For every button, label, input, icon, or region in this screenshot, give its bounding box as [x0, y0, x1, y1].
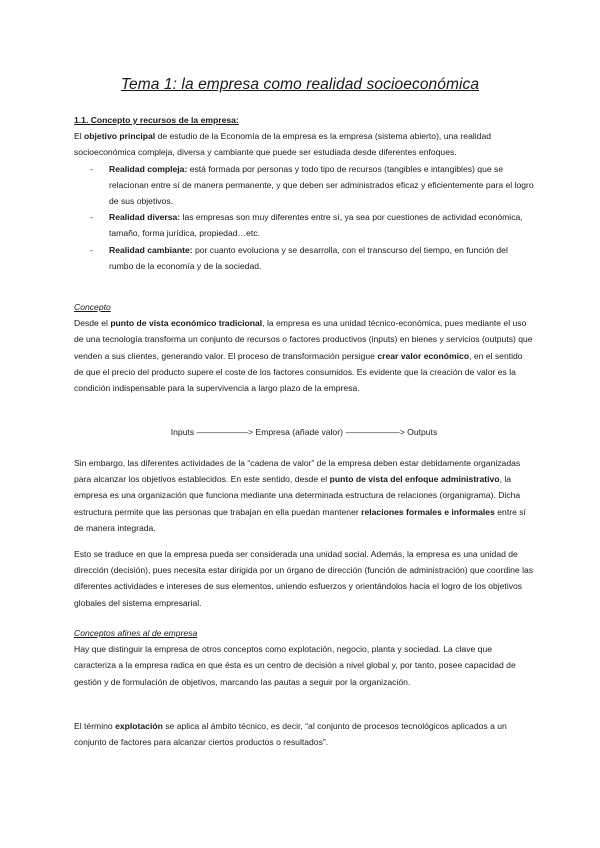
- value-flow-line: Inputs ——————> Empresa (añade valor) -——————> Outputs: [170, 427, 438, 437]
- text-run: las empresas son muy diferentes entre sí, ya sea por cuestiones de actividad económica, tamaño, forma jurídica, propiedad…etc.: [109, 212, 523, 239]
- bold-text: punto de vista del enfoque administrativo: [329, 474, 500, 485]
- bold-text: Realidad diversa:: [109, 212, 181, 223]
- paragraph: [74, 546, 534, 611]
- text-run: Sin embargo, las diferentes actividades de la “cadena de valor” de la empresa deben estar debidamente organizadas para alcanzar los objetivos establecidos. En este sentido, desde el: [74, 458, 521, 485]
- bullet-dash: -: [90, 244, 93, 255]
- paragraph: [74, 315, 534, 396]
- bullet-dash: -: [90, 163, 93, 174]
- section-concepto-recursos: [74, 112, 534, 274]
- bold-text: crear valor económico: [377, 350, 470, 361]
- bold-text: explotación: [115, 721, 163, 731]
- list-item-text: [109, 245, 508, 271]
- list-item-text: [109, 212, 523, 238]
- text-run: , la empresa es una unidad técnico-económica, pues mediante el uso de una tecnología transforma un conjunto de recursos o factores productivos (inputs) en bienes y servicios (outputs) que venden a sus clientes, generando valor. El proceso de transformación persigue: [74, 318, 533, 361]
- paragraph: [74, 455, 534, 536]
- bullet-dash: -: [90, 212, 93, 223]
- section-heading: Concepto: [74, 302, 111, 312]
- list-item-text: [109, 164, 534, 206]
- text-run: se aplica al ámbito técnico, es decir, “al conjunto de procesos tecnológicos aplicados a un conjunto de factores para alcanzar ciertos productos o resultados”.: [74, 721, 507, 748]
- text-run: El: [74, 131, 85, 142]
- text-run: Esto se traduce en que la empresa pueda ser considerada una unidad social. Además, la empresa es una unidad de dirección (decisión), pues necesita estar dirigida por un órgano de dirección (función de administración) que coordine las diferentes actividades e intereses de sus elementos, uniendo esfuerzos y orientándolos hacia el logro de los objetivos globales del sistema empresarial.: [74, 549, 534, 608]
- list-item: [74, 242, 534, 274]
- text-run: de estudio de la Economía de la empresa es la empresa (sistema abierto), una realidad socioeconómica compleja, diversa y cambiante que puede ser estudiada desde diferentes enfoques.: [74, 131, 492, 158]
- section-concepto: [74, 299, 534, 396]
- bold-text: Realidad compleja:: [109, 163, 188, 174]
- bullet-list: [74, 161, 534, 274]
- page-title: Tema 1: la empresa como realidad socioeconómica: [120, 76, 480, 93]
- section-heading: Conceptos afines al de empresa: [74, 628, 198, 638]
- paragraph: [74, 128, 534, 160]
- paragraph: [74, 718, 534, 750]
- bold-text: Realidad cambiante:: [109, 244, 193, 255]
- list-item: [74, 161, 534, 210]
- bold-text: relaciones formales e informales: [361, 506, 495, 517]
- text-run: , la empresa es una organización que funciona mediante una determinada estructura de relaciones (organigrama). Dicha estructura permite que las personas que trabajan en ella puedan mantener: [74, 474, 521, 517]
- text-run: por cuanto evoluciona y se desarrolla, con el transcurso del tiempo, en función del rumbo de la economía y de la sociedad.: [109, 244, 508, 271]
- text-run: , en el sentido de que el precio del producto supere el coste de los factores consumidos. Es evidente que la creación de valor es la condición indispensable para la supervivencia a largo plazo de la empresa.: [74, 350, 523, 394]
- text-run: El término: [74, 721, 116, 731]
- bold-text: objetivo principal: [84, 131, 156, 142]
- text-run: está formada por personas y todo tipo de recursos (tangibles e intangibles) que se relacionan entre sí de manera permanente, y que deben ser administrados eficaz y eficientemente para el logro de sus objetivos.: [109, 163, 534, 207]
- bold-text: punto de vista económico tradicional: [110, 318, 263, 329]
- list-item: [74, 209, 534, 241]
- section-conceptos-afines: [74, 625, 534, 690]
- text-run: Hay que distinguir la empresa de otros conceptos como explotación, negocio, planta y sociedad. La clave que caracteriza a la empresa radica en que ésta es un centro de decisión a nivel global y, por tanto, posee capacidad de gestión y de formulación de objetivos, marcando las pautas a seguir por la organización.: [74, 644, 516, 687]
- text-run: entre sí de manera integrada.: [74, 506, 526, 533]
- section-heading: 1.1. Concepto y recursos de la empresa:: [74, 115, 239, 125]
- paragraph: [74, 641, 534, 690]
- text-run: Desde el: [74, 318, 111, 329]
